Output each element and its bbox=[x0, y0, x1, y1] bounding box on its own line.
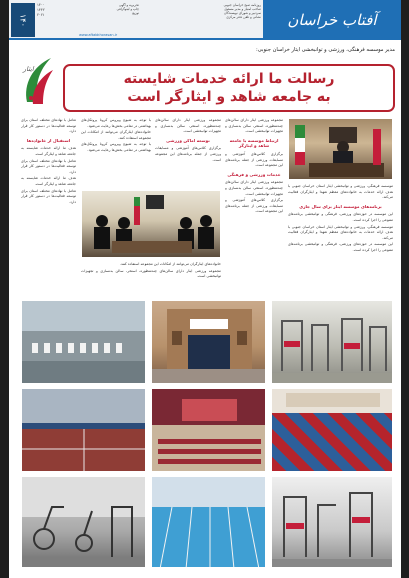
section-head: برنامه‌های موسسه ایثار برای سال جاری bbox=[299, 203, 382, 209]
masthead-info: روزنامه صبح خراسان جنوبی صاحب امتیاز و مدیر مسئول سردبیر و شورای نویسندگان نشانی و تلفن دفتر مرکزی bbox=[223, 3, 261, 20]
issue-block bbox=[11, 3, 67, 37]
office-photo bbox=[288, 118, 393, 180]
subheading: مدیر موسسه فرهنگی، ورزشی و توانبخشی ایثار خراسان جنوبی: bbox=[255, 47, 395, 53]
building-photo bbox=[151, 300, 266, 384]
isar-emblem-icon bbox=[19, 54, 57, 110]
text-column-4: تعامل با نهادهای مختلف استان برای توسعه فعالیت‌ها در دستور کار قرار دارد. استقبال از خانواده‌ها هدف ما ارائه خدمات شایسته به جامعه شاهد و ایثارگر است. تعامل با نهادهای مختلف استان برای توسعه فعالیت‌ها در دستور کار قرار دارد. هدف ما ارائه خدمات شایسته به جامعه شاهد و ایثارگر است. تعامل با نهادهای مختلف استان برای توسعه فعالیت‌ها در دستور کار قرار دارد. bbox=[21, 118, 76, 204]
rehab-equipment-photo bbox=[21, 476, 146, 568]
conference-hall-photo bbox=[151, 388, 266, 472]
section-head: توسعه اماکن ورزشی bbox=[166, 137, 210, 143]
masthead bbox=[9, 0, 401, 40]
newspaper-page bbox=[9, 0, 401, 578]
text-column-1: موسسه فرهنگی، ورزشی و توانبخشی ایثار استان خراسان جنوبی با هدف ارائه خدمات به خانواده‌های معظم شهدا و ایثارگران فعالیت می‌کند. برنامه‌های موسسه ایثار برای سال جاری این موسسه در حوزه‌های ورزشی، فرهنگی و توانبخشی برنامه‌های متنوعی را اجرا کرده است. موسسه فرهنگی، ورزشی و توانبخشی ایثار استان خراسان جنوبی با هدف ارائه خدمات به خانواده‌های معظم شهدا و ایثارگران فعالیت می‌کند. این موسسه در حوزه‌های ورزشی، فرهنگی و توانبخشی برنامه‌های متنوعی را اجرا کرده است. bbox=[288, 184, 393, 252]
text-column-lower: خانواده‌های ایثارگران می‌توانند از امکانات این مجموعه استفاده کنند. مجموعه ورزشی ایثار دارای سالن‌های چندمنظوره، استخر، سالن بدنسازی و تجهیزات توانبخشی است. bbox=[81, 262, 221, 279]
meeting-photo bbox=[81, 190, 221, 258]
headline-line-2: به جامعه شاهد و ایثارگر است bbox=[127, 89, 331, 105]
emblem-label: ایثار bbox=[23, 65, 34, 73]
newspaper-logo[interactable]: آفتاب خراسان bbox=[263, 0, 401, 40]
sports-hall-photo bbox=[21, 300, 146, 384]
text-column-3: با توجه به شیوع ویروس کرونا پروتکل‌های بهداشتی در تمامی بخش‌ها رعایت می‌شود. خانواده‌های ایثارگران می‌توانند از امکانات این مجموعه استفاده کنند. با توجه به شیوع ویروس کرونا پروتکل‌های بهداشتی در تمامی بخش‌ها رعایت می‌شود. bbox=[81, 118, 151, 152]
masthead-info-secondary: تحریریه و آگهی چاپ و لیتوگرافی توزیع bbox=[116, 3, 139, 16]
section-head: استقبال از خانواده‌ها bbox=[26, 137, 71, 143]
gym-photo bbox=[271, 300, 393, 384]
headline-banner bbox=[63, 64, 395, 112]
swimming-pool-photo bbox=[151, 476, 266, 568]
mat-room-photo bbox=[271, 388, 393, 472]
section-head: ارتباط موسسه با جامعه شاهد و ایثارگر bbox=[229, 137, 279, 149]
section-head: خدمات ورزشی و فرهنگی bbox=[227, 171, 281, 177]
headline-line-1: رسالت ما ارائه خدمات شایسته bbox=[123, 71, 335, 87]
issue-number: ۱۴۰ bbox=[11, 3, 35, 37]
website-url[interactable]: www.aftabkhorasan.ir bbox=[79, 33, 118, 37]
text-column-2b: مجموعه ورزشی ایثار دارای سالن‌های چندمنظوره، استخر، سالن بدنسازی و تجهیزات توانبخشی است. توسعه اماکن ورزشی برگزاری کلاس‌های آموزشی و مسابقات ورزشی از جمله برنامه‌های این مجموعه است. bbox=[155, 118, 221, 162]
fitness-machines-photo bbox=[271, 476, 393, 568]
indoor-court-photo bbox=[21, 388, 146, 472]
text-column-2: مجموعه ورزشی ایثار دارای سالن‌های چندمنظوره، استخر، سالن بدنسازی و تجهیزات توانبخشی است. ارتباط موسسه با جامعه شاهد و ایثارگر برگزاری کلاس‌های آموزشی و مسابقات ورزشی از جمله برنامه‌های این مجموعه است. خدمات ورزشی و فرهنگی مجموعه ورزشی ایثار دارای سالن‌های چندمنظوره، استخر، سالن بدنسازی و تجهیزات توانبخشی است. برگزاری کلاس‌های آموزشی و مسابقات ورزشی از جمله برنامه‌های این مجموعه است. bbox=[225, 118, 283, 214]
issue-dates: ۱۴۰۰ ۱۴۴۲ ۲۰۲۱ bbox=[37, 3, 45, 17]
